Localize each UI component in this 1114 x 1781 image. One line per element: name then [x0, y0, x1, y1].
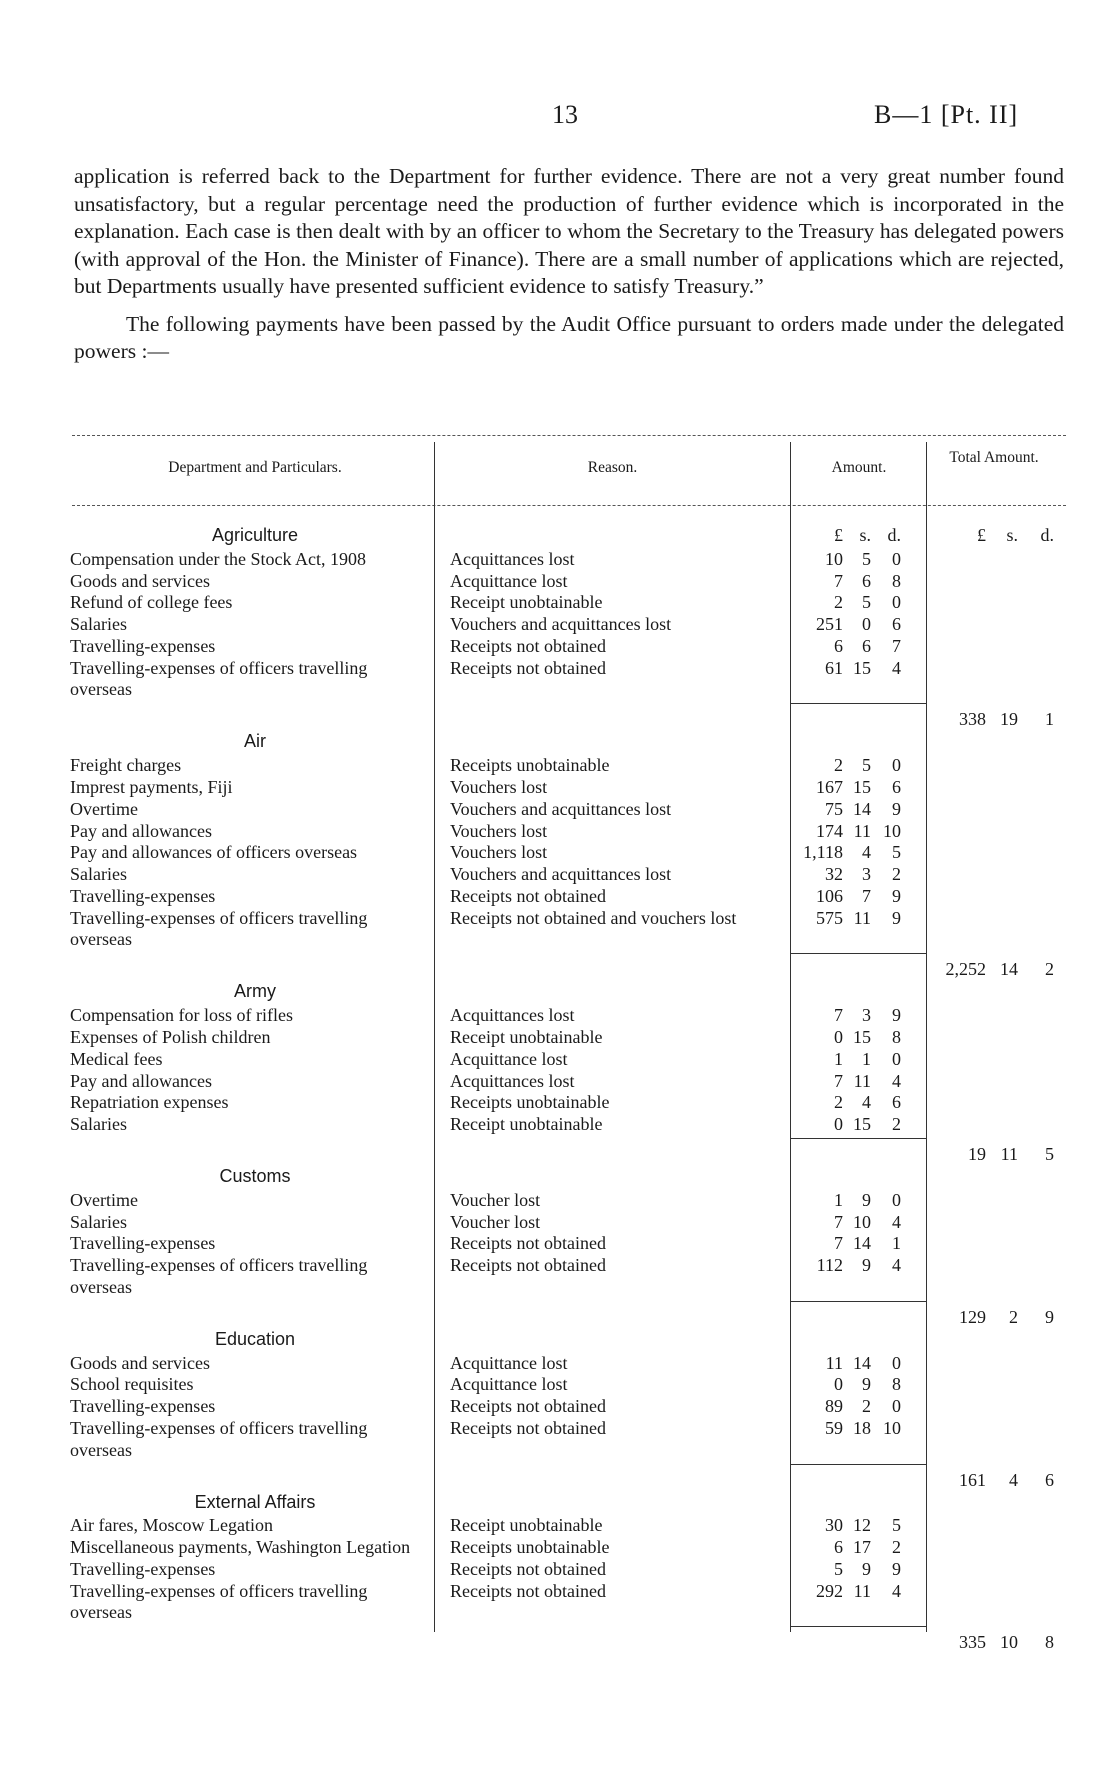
amount-shillings: 4 — [862, 1092, 871, 1113]
amount-pence: 0 — [892, 1189, 901, 1210]
amount-shillings: 14 — [853, 1233, 871, 1254]
total-shillings: 2 — [1009, 1307, 1018, 1327]
section-heading: Education — [214, 1328, 296, 1349]
amount-shillings: 5 — [862, 755, 871, 776]
amount-pounds: 1 — [834, 1189, 843, 1210]
document-code: B—1 [Pt. II] — [874, 100, 1019, 129]
amount-shillings: 9 — [862, 1189, 871, 1210]
amount-shillings: 14 — [853, 1352, 871, 1373]
row-reason: Receipt unobtainable — [450, 1027, 603, 1047]
amount-pounds: 292 — [816, 1580, 843, 1601]
total-pence: 9 — [1045, 1307, 1054, 1327]
row-reason: Voucher lost — [450, 1211, 541, 1232]
amount-pence: 0 — [892, 548, 901, 569]
section-total — [930, 1307, 1064, 1329]
row-reason: Acquittance lost — [450, 1352, 568, 1373]
row-particular: Travelling-expenses of officers travelling overseas — [70, 1255, 368, 1297]
amount-shillings: 15 — [853, 777, 871, 797]
row-particular: Pay and allowances of officers overseas — [70, 842, 358, 863]
amount-pence: 0 — [892, 1048, 901, 1069]
section-heading: Agriculture — [211, 525, 299, 545]
amount-pounds: 0 — [834, 1374, 843, 1395]
row-particular: Air fares, Moscow Legation — [70, 1515, 273, 1536]
row-reason: Receipts not obtained — [450, 1396, 606, 1417]
amount-pounds: 7 — [834, 1005, 843, 1026]
amount-shillings: 11 — [853, 907, 871, 928]
total-unit-s: s. — [1006, 525, 1018, 545]
amount-pence: 6 — [892, 1092, 901, 1113]
amount-pounds: 32 — [825, 864, 843, 885]
amount-cell — [795, 571, 915, 593]
amount-shillings: 3 — [862, 864, 871, 885]
amount-cell — [795, 636, 915, 658]
amount-pounds: 174 — [816, 820, 843, 841]
amount-pounds: 1,118 — [803, 842, 843, 863]
amount-cell — [795, 842, 915, 864]
total-pounds: 338 — [959, 709, 986, 729]
row-reason: Receipts not obtained and vouchers lost — [450, 907, 737, 928]
amount-shillings: 5 — [862, 548, 871, 569]
row-particular: Travelling-expenses — [70, 1233, 216, 1254]
amount-shillings: 11 — [853, 1580, 871, 1601]
total-pounds: 335 — [959, 1632, 986, 1652]
amount-cell — [795, 1190, 915, 1212]
amount-shillings: 9 — [862, 1374, 871, 1395]
row-particular: Salaries — [70, 1211, 127, 1232]
amount-pence: 9 — [892, 907, 901, 928]
page-number: 13 — [552, 100, 578, 129]
row-reason: Vouchers and acquittances lost — [450, 614, 672, 635]
amount-pounds: 7 — [834, 1211, 843, 1232]
row-particular: Overtime — [70, 798, 138, 819]
row-particular: Travelling-expenses — [70, 1396, 216, 1417]
row-particular: Medical fees — [70, 1048, 163, 1069]
row-particular: Travelling-expenses — [70, 1559, 216, 1579]
amount-cell — [795, 592, 915, 614]
amount-shillings: 3 — [862, 1005, 871, 1026]
amount-cell — [795, 549, 915, 571]
intro-paragraph-1: application is referred back to the Department for further evidence. There are not a very great number found unsatisfactory, but a regular percentage need the production of further evidence which is incorporated in the explanation. Each case is then dealt with by an officer to whom the Secretary to the Treasury has delegated powers (with approval of the Hon. the Minister of Finance). There are a small number of applications which are rejected, but Departments usually have presented sufficient evidence to satisfy Treasury.” — [74, 164, 1064, 298]
amount-cell — [795, 1581, 915, 1603]
amount-pounds: 7 — [834, 1070, 843, 1091]
currency-units — [795, 525, 915, 547]
amount-pence: 4 — [892, 1211, 901, 1232]
amount-pence: 2 — [892, 864, 901, 885]
amount-pounds: 30 — [825, 1515, 843, 1536]
row-particular: Travelling-expenses of officers travelling overseas — [70, 1580, 368, 1623]
column-divider — [926, 442, 927, 1632]
unit-pound: £ — [834, 525, 843, 545]
amount-pounds: 11 — [825, 1352, 843, 1373]
row-reason: Receipts not obtained — [450, 1418, 606, 1438]
amount-pounds: 0 — [834, 1027, 843, 1047]
amount-cell — [795, 658, 915, 680]
header-reason: Reason. — [587, 459, 638, 476]
amount-pence: 0 — [892, 1352, 901, 1373]
total-pounds: 161 — [959, 1470, 986, 1490]
amount-cell — [795, 799, 915, 821]
row-reason: Acquittances lost — [450, 548, 575, 569]
amount-cell — [795, 1515, 915, 1537]
row-reason: Vouchers and acquittances lost — [450, 798, 672, 819]
total-pounds: 2,252 — [945, 959, 986, 979]
amount-cell — [795, 1005, 915, 1027]
header-amount: Amount. — [831, 459, 887, 476]
amount-shillings: 12 — [853, 1515, 871, 1536]
amount-cell — [795, 755, 915, 777]
amount-cell — [795, 1092, 915, 1114]
amount-pounds: 6 — [834, 636, 843, 656]
row-reason: Acquittance lost — [450, 1048, 568, 1069]
total-pence: 5 — [1045, 1144, 1054, 1164]
row-reason: Acquittance lost — [450, 1374, 568, 1395]
amount-pence: 9 — [892, 1559, 901, 1579]
intro-text — [74, 163, 1064, 366]
amount-pounds: 2 — [834, 755, 843, 776]
row-particular: Goods and services — [70, 1352, 210, 1373]
amount-pounds: 251 — [816, 614, 843, 635]
amount-pounds: 10 — [825, 548, 843, 569]
row-particular: Salaries — [70, 864, 127, 885]
row-particular: School requisites — [70, 1374, 194, 1395]
section-total — [930, 959, 1064, 981]
row-particular: Refund of college fees — [70, 592, 233, 613]
section-heading: Army — [234, 981, 276, 1002]
row-reason: Acquittance lost — [450, 570, 568, 591]
amount-pence: 4 — [892, 657, 901, 678]
amount-shillings: 0 — [862, 614, 871, 635]
row-reason: Receipts not obtained — [450, 657, 606, 678]
row-particular: Travelling-expenses of officers travelling overseas — [70, 657, 368, 700]
row-particular: Travelling-expenses of officers travelling overseas — [70, 907, 368, 950]
amount-cell — [795, 614, 915, 636]
amount-shillings: 4 — [862, 842, 871, 863]
row-reason: Receipts not obtained — [450, 1233, 606, 1254]
amount-shillings: 18 — [853, 1418, 871, 1438]
row-reason: Vouchers lost — [450, 842, 548, 863]
amount-pounds: 75 — [825, 798, 843, 819]
amount-pounds: 167 — [816, 777, 843, 797]
row-particular: Travelling-expenses — [70, 636, 216, 656]
subtotal-rule — [790, 1464, 926, 1465]
total-unit-total_d: d. — [1040, 525, 1054, 545]
row-reason: Vouchers and acquittances lost — [450, 864, 672, 885]
row-reason: Receipts not obtained — [450, 1255, 606, 1276]
total-pence: 2 — [1045, 959, 1054, 979]
row-reason: Receipts unobtainable — [450, 1092, 610, 1113]
intro-paragraph-2: The following payments have been passed by the Audit Office pursuant to orders made under the delegated powers :— — [74, 311, 1064, 363]
row-particular: Miscellaneous payments, Washington Legation — [70, 1537, 411, 1558]
row-reason: Receipts not obtained — [450, 636, 606, 656]
amount-shillings: 7 — [862, 886, 871, 906]
amount-pence: 10 — [883, 1418, 901, 1438]
amount-pence: 8 — [892, 1027, 901, 1047]
amount-cell — [795, 777, 915, 799]
amount-shillings: 10 — [853, 1211, 871, 1232]
amount-shillings: 17 — [853, 1537, 871, 1558]
column-divider — [434, 442, 435, 1632]
amount-pence: 9 — [892, 798, 901, 819]
amount-cell — [795, 1049, 915, 1071]
total-unit-pound: £ — [977, 525, 986, 545]
amount-cell — [795, 1374, 915, 1396]
amount-shillings: 15 — [853, 1114, 871, 1135]
amount-cell — [795, 1114, 915, 1136]
total-currency-units — [930, 525, 1064, 547]
subtotal-rule — [790, 1138, 926, 1139]
section-total — [930, 709, 1064, 731]
amount-pence: 5 — [892, 1515, 901, 1536]
row-particular: Overtime — [70, 1189, 138, 1210]
amount-shillings: 1 — [862, 1048, 871, 1069]
row-particular: Repatriation expenses — [70, 1092, 229, 1113]
row-reason: Receipts not obtained — [450, 886, 606, 906]
total-shillings: 4 — [1009, 1470, 1018, 1490]
subtotal-rule — [790, 1301, 926, 1302]
amount-pence: 8 — [892, 570, 901, 591]
amount-pence: 2 — [892, 1537, 901, 1558]
amount-pence: 0 — [892, 592, 901, 613]
amount-pounds: 2 — [834, 1092, 843, 1113]
amount-cell — [795, 1537, 915, 1559]
amount-pounds: 1 — [834, 1048, 843, 1069]
row-particular: Pay and allowances — [70, 820, 212, 841]
row-reason: Receipt unobtainable — [450, 592, 603, 613]
amount-shillings: 5 — [862, 592, 871, 613]
amount-cell — [795, 1418, 915, 1440]
amount-shillings: 9 — [862, 1255, 871, 1276]
subtotal-rule — [790, 953, 926, 954]
row-reason: Voucher lost — [450, 1189, 541, 1210]
amount-pence: 5 — [892, 842, 901, 863]
section-total — [930, 1144, 1064, 1166]
amount-pence: 2 — [892, 1114, 901, 1135]
row-particular: Imprest payments, Fiji — [70, 777, 233, 797]
row-particular: Expenses of Polish children — [70, 1027, 271, 1047]
page-header — [0, 100, 1114, 140]
amount-shillings: 6 — [862, 636, 871, 656]
subtotal-rule — [790, 703, 926, 704]
amount-pounds: 59 — [825, 1418, 843, 1438]
amount-shillings: 14 — [853, 798, 871, 819]
amount-pence: 0 — [892, 1396, 901, 1417]
row-reason: Receipts unobtainable — [450, 755, 610, 776]
total-shillings: 10 — [1000, 1632, 1018, 1652]
row-reason: Vouchers lost — [450, 820, 548, 841]
row-particular: Pay and allowances — [70, 1070, 212, 1091]
row-particular: Freight charges — [70, 755, 182, 776]
amount-shillings: 6 — [862, 570, 871, 591]
amount-pence: 4 — [892, 1580, 901, 1601]
amount-pence: 6 — [892, 614, 901, 635]
amount-pounds: 7 — [834, 1233, 843, 1254]
table-header-rule — [72, 505, 1066, 506]
amount-shillings: 9 — [862, 1559, 871, 1579]
amount-cell — [795, 908, 915, 930]
row-particular: Travelling-expenses of officers travelling overseas — [70, 1418, 368, 1460]
row-particular: Salaries — [70, 1114, 127, 1135]
amount-cell — [795, 886, 915, 908]
amount-cell — [795, 1027, 915, 1049]
header-department: Department and Particulars. — [168, 459, 342, 476]
row-particular: Travelling-expenses — [70, 886, 216, 906]
total-pence: 1 — [1045, 709, 1054, 729]
amount-cell — [795, 864, 915, 886]
row-reason: Receipts not obtained — [450, 1580, 606, 1601]
total-pence: 8 — [1045, 1632, 1054, 1652]
amount-pence: 9 — [892, 1005, 901, 1026]
section-heading: External Affairs — [194, 1491, 316, 1512]
amount-pounds: 7 — [834, 570, 843, 591]
amount-pounds: 106 — [816, 886, 843, 906]
total-shillings: 11 — [1000, 1144, 1018, 1164]
section-total — [930, 1632, 1064, 1654]
amount-cell — [795, 1233, 915, 1255]
section-total — [930, 1470, 1064, 1492]
section-heading: Customs — [219, 1166, 291, 1186]
amount-pence: 1 — [892, 1233, 901, 1254]
amount-shillings: 2 — [862, 1396, 871, 1417]
amount-shillings: 15 — [853, 657, 871, 678]
amount-cell — [795, 1353, 915, 1375]
total-pounds: 19 — [968, 1144, 986, 1164]
amount-cell — [795, 1396, 915, 1418]
row-particular: Compensation under the Stock Act, 1908 — [70, 548, 366, 569]
amount-pounds: 0 — [834, 1114, 843, 1135]
row-reason: Vouchers lost — [450, 777, 548, 797]
amount-cell — [795, 1255, 915, 1277]
unit-s: s. — [859, 525, 871, 545]
subtotal-rule — [790, 1626, 926, 1627]
row-particular: Compensation for loss of rifles — [70, 1005, 293, 1026]
row-reason: Acquittances lost — [450, 1070, 575, 1091]
amount-pounds: 2 — [834, 592, 843, 613]
row-reason: Receipts not obtained — [450, 1559, 606, 1579]
amount-cell — [795, 1212, 915, 1234]
unit-d: d. — [887, 525, 901, 545]
total-pounds: 129 — [959, 1307, 986, 1327]
row-particular: Salaries — [70, 614, 127, 635]
amount-pounds: 112 — [816, 1255, 843, 1276]
section-heading: Air — [244, 731, 266, 752]
amount-pence: 10 — [883, 820, 901, 841]
total-pence: 6 — [1045, 1470, 1054, 1490]
amount-pence: 4 — [892, 1255, 901, 1276]
amount-pounds: 575 — [816, 907, 843, 928]
amount-cell — [795, 821, 915, 843]
amount-cell — [795, 1071, 915, 1093]
row-reason: Receipts unobtainable — [450, 1537, 610, 1558]
row-reason: Receipt unobtainable — [450, 1114, 603, 1135]
amount-pounds: 61 — [825, 657, 843, 678]
amount-pence: 7 — [892, 636, 901, 656]
amount-pence: 6 — [892, 777, 901, 797]
amount-shillings: 15 — [853, 1027, 871, 1047]
total-shillings: 14 — [1000, 959, 1018, 979]
amount-shillings: 11 — [853, 820, 871, 841]
amount-pence: 4 — [892, 1070, 901, 1091]
header-total: Total Amount. — [949, 449, 1039, 466]
table-top-rule — [72, 435, 1066, 436]
amount-shillings: 11 — [853, 1070, 871, 1091]
amount-pounds: 6 — [834, 1537, 843, 1558]
amount-pence: 8 — [892, 1374, 901, 1395]
amount-pence: 9 — [892, 886, 901, 906]
amount-cell — [795, 1559, 915, 1581]
amount-pence: 0 — [892, 755, 901, 776]
total-shillings: 19 — [1000, 709, 1018, 729]
row-reason: Acquittances lost — [450, 1005, 575, 1026]
row-reason: Receipt unobtainable — [450, 1515, 603, 1536]
amount-pounds: 5 — [834, 1559, 843, 1579]
amount-pounds: 89 — [825, 1396, 843, 1417]
row-particular: Goods and services — [70, 570, 210, 591]
